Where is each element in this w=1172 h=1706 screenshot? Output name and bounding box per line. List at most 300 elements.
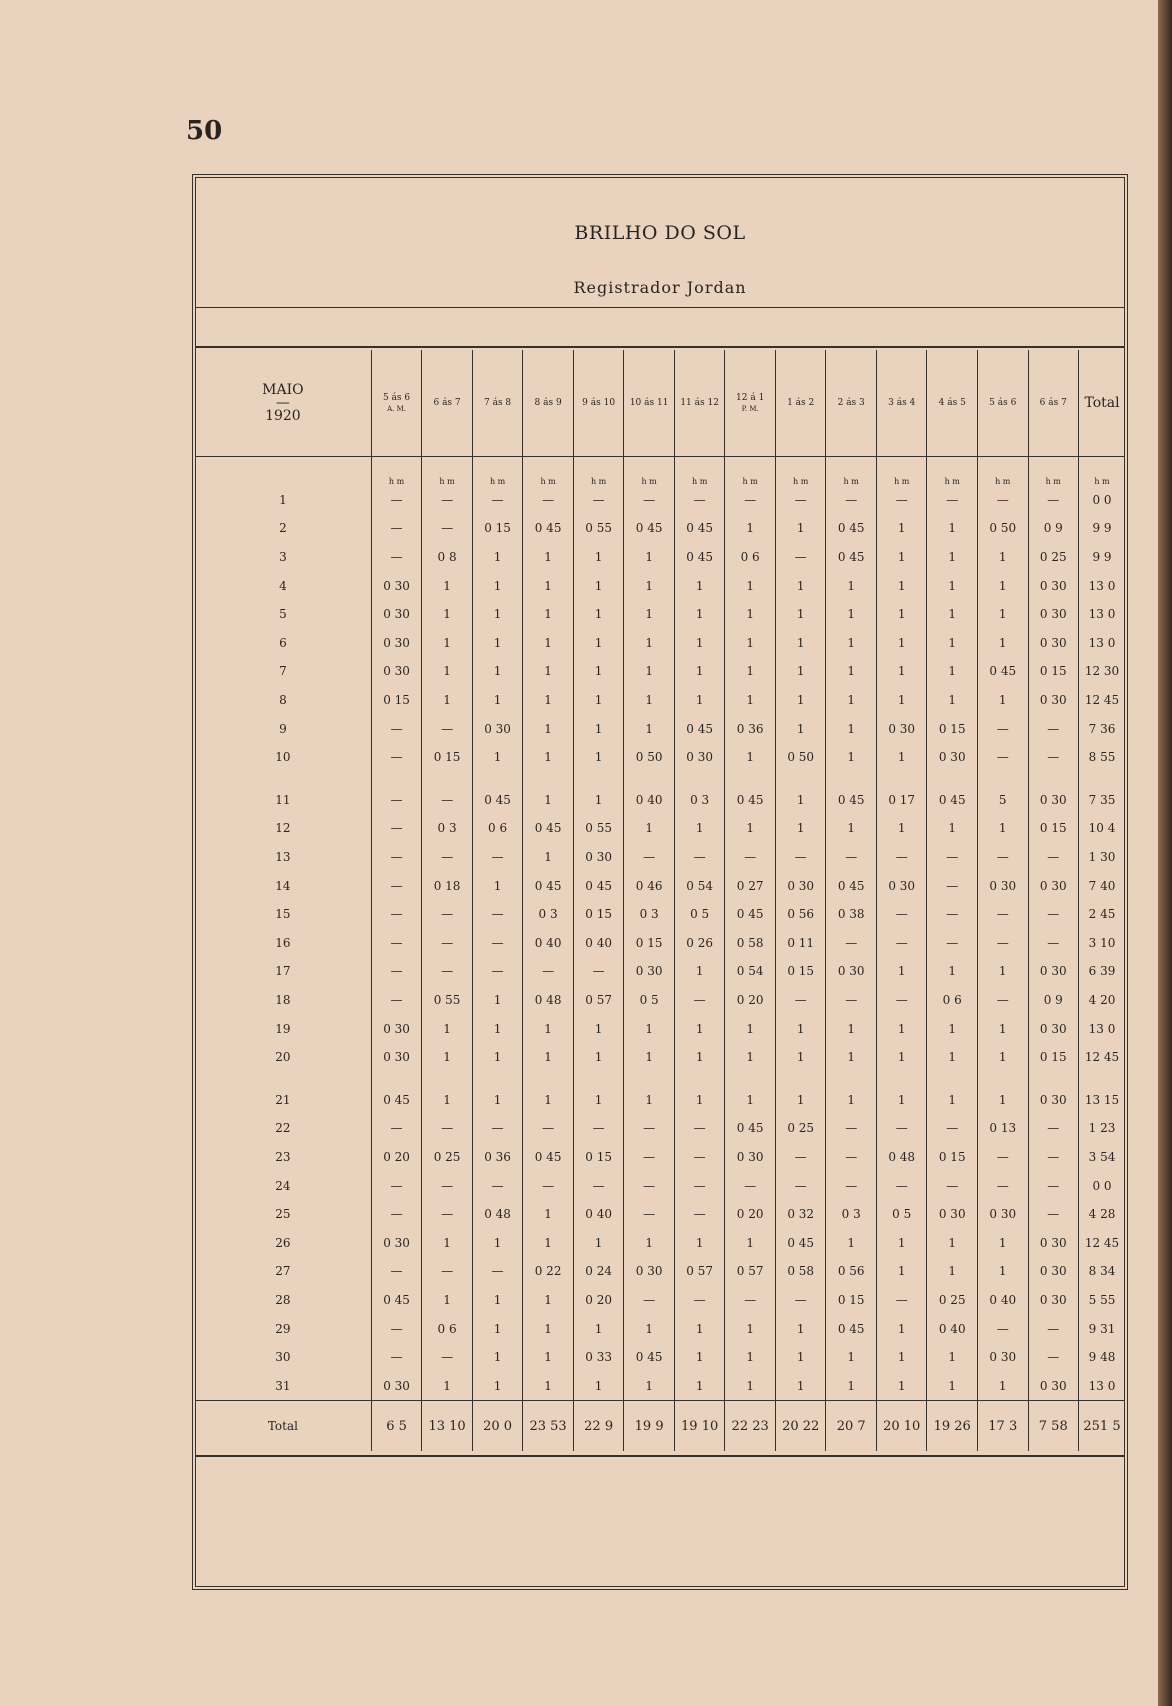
value-cell: — bbox=[422, 1343, 473, 1372]
hour-column-header bbox=[472, 350, 523, 457]
value-cell: 0 30 bbox=[371, 629, 422, 658]
value-cell: — bbox=[422, 1171, 473, 1200]
value-cell: 1 bbox=[624, 1043, 675, 1072]
value-cell: 0 40 bbox=[977, 1286, 1028, 1315]
value-cell: — bbox=[523, 1171, 574, 1200]
day-cell: 13 bbox=[275, 850, 291, 865]
value-cell: 1 bbox=[927, 1043, 978, 1072]
value-cell: 1 bbox=[523, 1043, 574, 1072]
value-cell: 1 bbox=[523, 1071, 574, 1114]
column-total-cell: 20 7 bbox=[826, 1401, 877, 1452]
value-cell: 1 bbox=[725, 1228, 776, 1257]
hour-column-header bbox=[1028, 350, 1079, 457]
value-cell: 0 30 bbox=[977, 1343, 1028, 1372]
value-cell: 0 15 bbox=[927, 714, 978, 743]
day-cell: 22 bbox=[275, 1121, 291, 1136]
value-cell: 0 45 bbox=[826, 514, 877, 543]
unit-label: h m bbox=[725, 457, 776, 486]
value-cell: 0 20 bbox=[725, 986, 776, 1015]
value-cell: — bbox=[1028, 486, 1079, 515]
day-cell: 16 bbox=[275, 935, 291, 950]
value-cell: 0 30 bbox=[977, 871, 1028, 900]
value-cell: — bbox=[422, 486, 473, 515]
value-cell: 0 55 bbox=[573, 514, 624, 543]
unit-label: h m bbox=[826, 457, 877, 486]
value-cell: 1 bbox=[523, 1286, 574, 1315]
value-cell: — bbox=[826, 843, 877, 872]
value-cell: — bbox=[876, 929, 927, 958]
value-cell: 1 bbox=[876, 743, 927, 772]
value-cell: 0 25 bbox=[775, 1114, 826, 1143]
value-cell: 0 27 bbox=[725, 871, 776, 900]
value-cell: 0 5 bbox=[624, 986, 675, 1015]
value-cell: 1 bbox=[523, 1014, 574, 1043]
value-cell: 1 bbox=[523, 657, 574, 686]
value-cell: 0 40 bbox=[573, 1200, 624, 1229]
hour-column-label: 2 ás 3 bbox=[837, 398, 865, 408]
header-top-rule bbox=[195, 346, 1125, 348]
row-total-cell: 9 31 bbox=[1079, 1314, 1125, 1343]
value-cell: — bbox=[775, 486, 826, 515]
table-row bbox=[195, 1114, 1125, 1143]
row-total-cell: 0 0 bbox=[1079, 486, 1125, 515]
day-cell: 9 bbox=[279, 721, 287, 736]
value-cell: 1 bbox=[826, 600, 877, 629]
value-cell: 0 45 bbox=[523, 514, 574, 543]
value-cell: 0 30 bbox=[1028, 1014, 1079, 1043]
value-cell: — bbox=[624, 1171, 675, 1200]
column-total-cell: 7 58 bbox=[1028, 1401, 1079, 1452]
title-rule bbox=[196, 307, 1124, 308]
value-cell: — bbox=[472, 900, 523, 929]
table-row bbox=[195, 1314, 1125, 1343]
table-row bbox=[195, 686, 1125, 715]
table-row bbox=[195, 1043, 1125, 1072]
hour-column-label: 8 ás 9 bbox=[534, 398, 562, 408]
value-cell: 1 bbox=[573, 686, 624, 715]
value-cell: 1 bbox=[472, 657, 523, 686]
value-cell: 1 bbox=[876, 657, 927, 686]
row-total-cell: 12 45 bbox=[1079, 1043, 1125, 1072]
column-total-cell: 19 10 bbox=[674, 1401, 725, 1452]
day-cell: 21 bbox=[275, 1092, 291, 1107]
value-cell: 1 bbox=[725, 743, 776, 772]
hour-column-note: P. M. bbox=[741, 405, 759, 413]
value-cell: — bbox=[775, 1143, 826, 1172]
value-cell: 1 bbox=[422, 600, 473, 629]
value-cell: — bbox=[927, 1114, 978, 1143]
value-cell: 0 30 bbox=[876, 871, 927, 900]
value-cell: 1 bbox=[775, 571, 826, 600]
table-row bbox=[195, 629, 1125, 658]
hour-column-header bbox=[371, 350, 422, 457]
value-cell: 1 bbox=[826, 1371, 877, 1400]
value-cell: 1 bbox=[876, 600, 927, 629]
value-cell: 1 bbox=[573, 772, 624, 815]
value-cell: 1 bbox=[624, 1071, 675, 1114]
value-cell: 0 30 bbox=[1028, 1371, 1079, 1400]
value-cell: 0 30 bbox=[472, 714, 523, 743]
value-cell: — bbox=[422, 957, 473, 986]
value-cell: 0 30 bbox=[371, 1371, 422, 1400]
value-cell: 0 25 bbox=[1028, 543, 1079, 572]
value-cell: — bbox=[826, 1171, 877, 1200]
value-cell: — bbox=[927, 1171, 978, 1200]
value-cell: — bbox=[371, 714, 422, 743]
value-cell: 0 45 bbox=[523, 1143, 574, 1172]
hour-column-label: 5 ás 6 bbox=[382, 393, 411, 403]
value-cell: 1 bbox=[775, 1314, 826, 1343]
value-cell: 0 45 bbox=[775, 1228, 826, 1257]
value-cell: 0 30 bbox=[674, 743, 725, 772]
units-spacer bbox=[195, 457, 371, 486]
table-row bbox=[195, 772, 1125, 815]
day-cell: 14 bbox=[275, 878, 291, 893]
day-cell: 12 bbox=[275, 821, 291, 836]
day-cell: 15 bbox=[275, 907, 291, 922]
value-cell: 0 30 bbox=[775, 871, 826, 900]
value-cell: 1 bbox=[775, 1071, 826, 1114]
value-cell: 1 bbox=[876, 1071, 927, 1114]
value-cell: 1 bbox=[674, 957, 725, 986]
value-cell: 1 bbox=[977, 1014, 1028, 1043]
value-cell: — bbox=[624, 486, 675, 515]
value-cell: 0 40 bbox=[523, 929, 574, 958]
value-cell: 0 48 bbox=[523, 986, 574, 1015]
value-cell: 1 bbox=[523, 1371, 574, 1400]
value-cell: 1 bbox=[674, 1071, 725, 1114]
value-cell: 0 15 bbox=[1028, 814, 1079, 843]
value-cell: 0 13 bbox=[977, 1114, 1028, 1143]
row-total-cell: 9 9 bbox=[1079, 543, 1125, 572]
day-cell: 30 bbox=[275, 1350, 291, 1365]
row-total-cell: 12 45 bbox=[1079, 1228, 1125, 1257]
unit-label: h m bbox=[977, 457, 1028, 486]
value-cell: 0 30 bbox=[1028, 1071, 1079, 1114]
value-cell: 0 46 bbox=[624, 871, 675, 900]
unit-label: h m bbox=[523, 457, 574, 486]
value-cell: 0 45 bbox=[523, 871, 574, 900]
value-cell: 0 57 bbox=[573, 986, 624, 1015]
value-cell: 0 30 bbox=[624, 957, 675, 986]
value-cell: 0 6 bbox=[472, 814, 523, 843]
value-cell: 1 bbox=[775, 629, 826, 658]
value-cell: 0 8 bbox=[422, 543, 473, 572]
row-total-cell: 0 0 bbox=[1079, 1171, 1125, 1200]
day-cell: 8 bbox=[279, 693, 287, 708]
value-cell: 1 bbox=[977, 686, 1028, 715]
day-cell: 11 bbox=[275, 792, 291, 807]
column-total-cell: 19 26 bbox=[927, 1401, 978, 1452]
row-total-cell: 10 4 bbox=[1079, 814, 1125, 843]
value-cell: — bbox=[371, 957, 422, 986]
value-cell: 1 bbox=[674, 600, 725, 629]
row-total-cell: 6 39 bbox=[1079, 957, 1125, 986]
value-cell: 0 56 bbox=[775, 900, 826, 929]
book-spine-edge bbox=[1158, 0, 1172, 1706]
value-cell: — bbox=[371, 1171, 422, 1200]
row-total-cell: 7 40 bbox=[1079, 871, 1125, 900]
value-cell: 0 45 bbox=[725, 900, 776, 929]
value-cell: — bbox=[977, 1171, 1028, 1200]
value-cell: 1 bbox=[573, 1043, 624, 1072]
day-cell: 19 bbox=[275, 1021, 291, 1036]
row-total-cell: 4 28 bbox=[1079, 1200, 1125, 1229]
value-cell: — bbox=[674, 1114, 725, 1143]
value-cell: 1 bbox=[523, 686, 574, 715]
day-cell: 10 bbox=[275, 750, 291, 765]
value-cell: 1 bbox=[977, 957, 1028, 986]
column-total-cell: 22 23 bbox=[725, 1401, 776, 1452]
value-cell: 1 bbox=[573, 1228, 624, 1257]
value-cell: 0 50 bbox=[624, 743, 675, 772]
table-bottom-rule bbox=[195, 1455, 1125, 1457]
value-cell: 1 bbox=[523, 1314, 574, 1343]
value-cell: — bbox=[977, 843, 1028, 872]
value-cell: — bbox=[624, 1200, 675, 1229]
value-cell: — bbox=[624, 1286, 675, 1315]
day-cell: 7 bbox=[279, 664, 287, 679]
hour-column-header bbox=[927, 350, 978, 457]
value-cell: — bbox=[1028, 1171, 1079, 1200]
value-cell: 1 bbox=[573, 629, 624, 658]
value-cell: 1 bbox=[573, 571, 624, 600]
value-cell: 0 30 bbox=[1028, 871, 1079, 900]
value-cell: 1 bbox=[472, 686, 523, 715]
value-cell: 1 bbox=[977, 571, 1028, 600]
value-cell: 0 22 bbox=[523, 1257, 574, 1286]
value-cell: 1 bbox=[523, 1343, 574, 1372]
value-cell: — bbox=[472, 843, 523, 872]
column-total-cell: 13 10 bbox=[422, 1401, 473, 1452]
value-cell: — bbox=[422, 514, 473, 543]
value-cell: 1 bbox=[927, 814, 978, 843]
column-total-cell: 20 10 bbox=[876, 1401, 927, 1452]
value-cell: 1 bbox=[977, 600, 1028, 629]
value-cell: — bbox=[472, 957, 523, 986]
value-cell: 1 bbox=[523, 600, 574, 629]
value-cell: 1 bbox=[826, 657, 877, 686]
table-row bbox=[195, 843, 1125, 872]
hour-column-label: 7 ás 8 bbox=[484, 398, 512, 408]
value-cell: 1 bbox=[573, 1371, 624, 1400]
value-cell: 1 bbox=[876, 1043, 927, 1072]
value-cell: 1 bbox=[927, 571, 978, 600]
value-cell: — bbox=[573, 957, 624, 986]
value-cell: 0 56 bbox=[826, 1257, 877, 1286]
value-cell: 1 bbox=[725, 1043, 776, 1072]
value-cell: — bbox=[573, 1171, 624, 1200]
day-cell: 4 bbox=[279, 578, 287, 593]
value-cell: 1 bbox=[775, 686, 826, 715]
table-row bbox=[195, 1257, 1125, 1286]
value-cell: 1 bbox=[725, 600, 776, 629]
unit-label: h m bbox=[624, 457, 675, 486]
value-cell: — bbox=[826, 929, 877, 958]
value-cell: — bbox=[977, 1314, 1028, 1343]
value-cell: 0 50 bbox=[775, 743, 826, 772]
value-cell: 1 bbox=[472, 1343, 523, 1372]
totals-row bbox=[195, 1401, 1125, 1452]
value-cell: — bbox=[523, 957, 574, 986]
value-cell: 1 bbox=[826, 1014, 877, 1043]
table-row bbox=[195, 543, 1125, 572]
value-cell: 1 bbox=[826, 714, 877, 743]
table-row bbox=[195, 1171, 1125, 1200]
value-cell: 0 48 bbox=[472, 1200, 523, 1229]
value-cell: 1 bbox=[523, 543, 574, 572]
value-cell: 1 bbox=[826, 814, 877, 843]
row-total-cell: 1 30 bbox=[1079, 843, 1125, 872]
value-cell: 1 bbox=[422, 1014, 473, 1043]
value-cell: — bbox=[826, 1114, 877, 1143]
value-cell: 1 bbox=[775, 1371, 826, 1400]
value-cell: — bbox=[775, 843, 826, 872]
value-cell: 0 3 bbox=[523, 900, 574, 929]
value-cell: 0 58 bbox=[725, 929, 776, 958]
value-cell: 1 bbox=[573, 714, 624, 743]
value-cell: 1 bbox=[422, 657, 473, 686]
value-cell: 1 bbox=[523, 714, 574, 743]
value-cell: 1 bbox=[624, 1314, 675, 1343]
value-cell: 0 45 bbox=[674, 543, 725, 572]
value-cell: — bbox=[422, 772, 473, 815]
value-cell: 1 bbox=[472, 871, 523, 900]
value-cell: — bbox=[927, 900, 978, 929]
month-label: MAIO bbox=[262, 382, 304, 398]
table-row bbox=[195, 1143, 1125, 1172]
value-cell: 0 30 bbox=[371, 1014, 422, 1043]
value-cell: 0 20 bbox=[371, 1143, 422, 1172]
value-cell: 0 18 bbox=[422, 871, 473, 900]
value-cell: 0 45 bbox=[624, 514, 675, 543]
value-cell: 0 15 bbox=[1028, 657, 1079, 686]
unit-label: h m bbox=[472, 457, 523, 486]
value-cell: 0 40 bbox=[927, 1314, 978, 1343]
value-cell: 0 30 bbox=[977, 1200, 1028, 1229]
value-cell: 0 30 bbox=[1028, 1257, 1079, 1286]
value-cell: 1 bbox=[927, 1343, 978, 1372]
value-cell: — bbox=[472, 929, 523, 958]
value-cell: 0 55 bbox=[573, 814, 624, 843]
value-cell: 0 45 bbox=[725, 772, 776, 815]
hour-column-label: 11 ás 12 bbox=[680, 398, 719, 408]
value-cell: 1 bbox=[674, 1014, 725, 1043]
value-cell: 1 bbox=[775, 1014, 826, 1043]
value-cell: — bbox=[674, 843, 725, 872]
row-total-cell: 13 0 bbox=[1079, 1014, 1125, 1043]
value-cell: 1 bbox=[826, 1071, 877, 1114]
value-cell: 1 bbox=[725, 571, 776, 600]
value-cell: 1 bbox=[927, 1014, 978, 1043]
value-cell: 1 bbox=[775, 514, 826, 543]
value-cell: 1 bbox=[674, 1343, 725, 1372]
hour-column-label: 12 á 1 bbox=[736, 393, 765, 403]
hour-column-label: 9 ás 10 bbox=[582, 398, 616, 408]
row-total-cell: 3 10 bbox=[1079, 929, 1125, 958]
value-cell: — bbox=[674, 486, 725, 515]
value-cell: — bbox=[927, 486, 978, 515]
value-cell: — bbox=[1028, 900, 1079, 929]
value-cell: 0 30 bbox=[927, 1200, 978, 1229]
column-total-cell: 22 9 bbox=[573, 1401, 624, 1452]
value-cell: 0 48 bbox=[876, 1143, 927, 1172]
value-cell: — bbox=[977, 486, 1028, 515]
value-cell: — bbox=[624, 843, 675, 872]
value-cell: 1 bbox=[977, 543, 1028, 572]
value-cell: 0 3 bbox=[674, 772, 725, 815]
value-cell: — bbox=[775, 1171, 826, 1200]
value-cell: 0 6 bbox=[927, 986, 978, 1015]
value-cell: 1 bbox=[422, 1286, 473, 1315]
value-cell: 1 bbox=[927, 1257, 978, 1286]
value-cell: — bbox=[674, 1143, 725, 1172]
value-cell: 1 bbox=[826, 1228, 877, 1257]
column-total-cell: 20 22 bbox=[775, 1401, 826, 1452]
value-cell: 1 bbox=[927, 957, 978, 986]
value-cell: — bbox=[1028, 743, 1079, 772]
row-total-cell: 9 48 bbox=[1079, 1343, 1125, 1372]
value-cell: 0 45 bbox=[523, 814, 574, 843]
day-cell: 26 bbox=[275, 1235, 291, 1250]
value-cell: 0 25 bbox=[927, 1286, 978, 1315]
row-total-cell: 12 30 bbox=[1079, 657, 1125, 686]
hour-column-header bbox=[977, 350, 1028, 457]
hour-column-header bbox=[876, 350, 927, 457]
page-title: BRILHO DO SOL bbox=[574, 222, 746, 244]
table-row bbox=[195, 871, 1125, 900]
value-cell: 1 bbox=[422, 1043, 473, 1072]
value-cell: — bbox=[876, 1286, 927, 1315]
value-cell: 1 bbox=[674, 1371, 725, 1400]
value-cell: — bbox=[674, 1286, 725, 1315]
value-cell: — bbox=[371, 843, 422, 872]
value-cell: 0 58 bbox=[775, 1257, 826, 1286]
table-row bbox=[195, 986, 1125, 1015]
row-total-cell: 8 55 bbox=[1079, 743, 1125, 772]
value-cell: — bbox=[1028, 843, 1079, 872]
value-cell: — bbox=[624, 1143, 675, 1172]
table-row bbox=[195, 929, 1125, 958]
value-cell: 0 15 bbox=[927, 1143, 978, 1172]
year-label: 1920 bbox=[265, 408, 301, 424]
value-cell: 1 bbox=[472, 571, 523, 600]
value-cell: 0 15 bbox=[472, 514, 523, 543]
value-cell: 1 bbox=[927, 1071, 978, 1114]
day-cell: 28 bbox=[275, 1292, 291, 1307]
value-cell: 0 3 bbox=[624, 900, 675, 929]
value-cell: 0 30 bbox=[1028, 571, 1079, 600]
value-cell: — bbox=[371, 1257, 422, 1286]
unit-label: h m bbox=[422, 457, 473, 486]
month-year-divider: — bbox=[275, 395, 290, 411]
value-cell: — bbox=[674, 1171, 725, 1200]
value-cell: 1 bbox=[422, 1228, 473, 1257]
value-cell: 0 40 bbox=[573, 929, 624, 958]
value-cell: 1 bbox=[725, 814, 776, 843]
value-cell: 1 bbox=[422, 1071, 473, 1114]
value-cell: 0 30 bbox=[826, 957, 877, 986]
column-total-cell: 19 9 bbox=[624, 1401, 675, 1452]
page-number: 50 bbox=[186, 116, 223, 146]
value-cell: 1 bbox=[573, 600, 624, 629]
value-cell: 1 bbox=[624, 1228, 675, 1257]
value-cell: 0 15 bbox=[371, 686, 422, 715]
value-cell: 1 bbox=[573, 1071, 624, 1114]
value-cell: — bbox=[422, 1257, 473, 1286]
hour-column-label: 1 ás 2 bbox=[787, 398, 815, 408]
table-header-row bbox=[195, 350, 1125, 457]
